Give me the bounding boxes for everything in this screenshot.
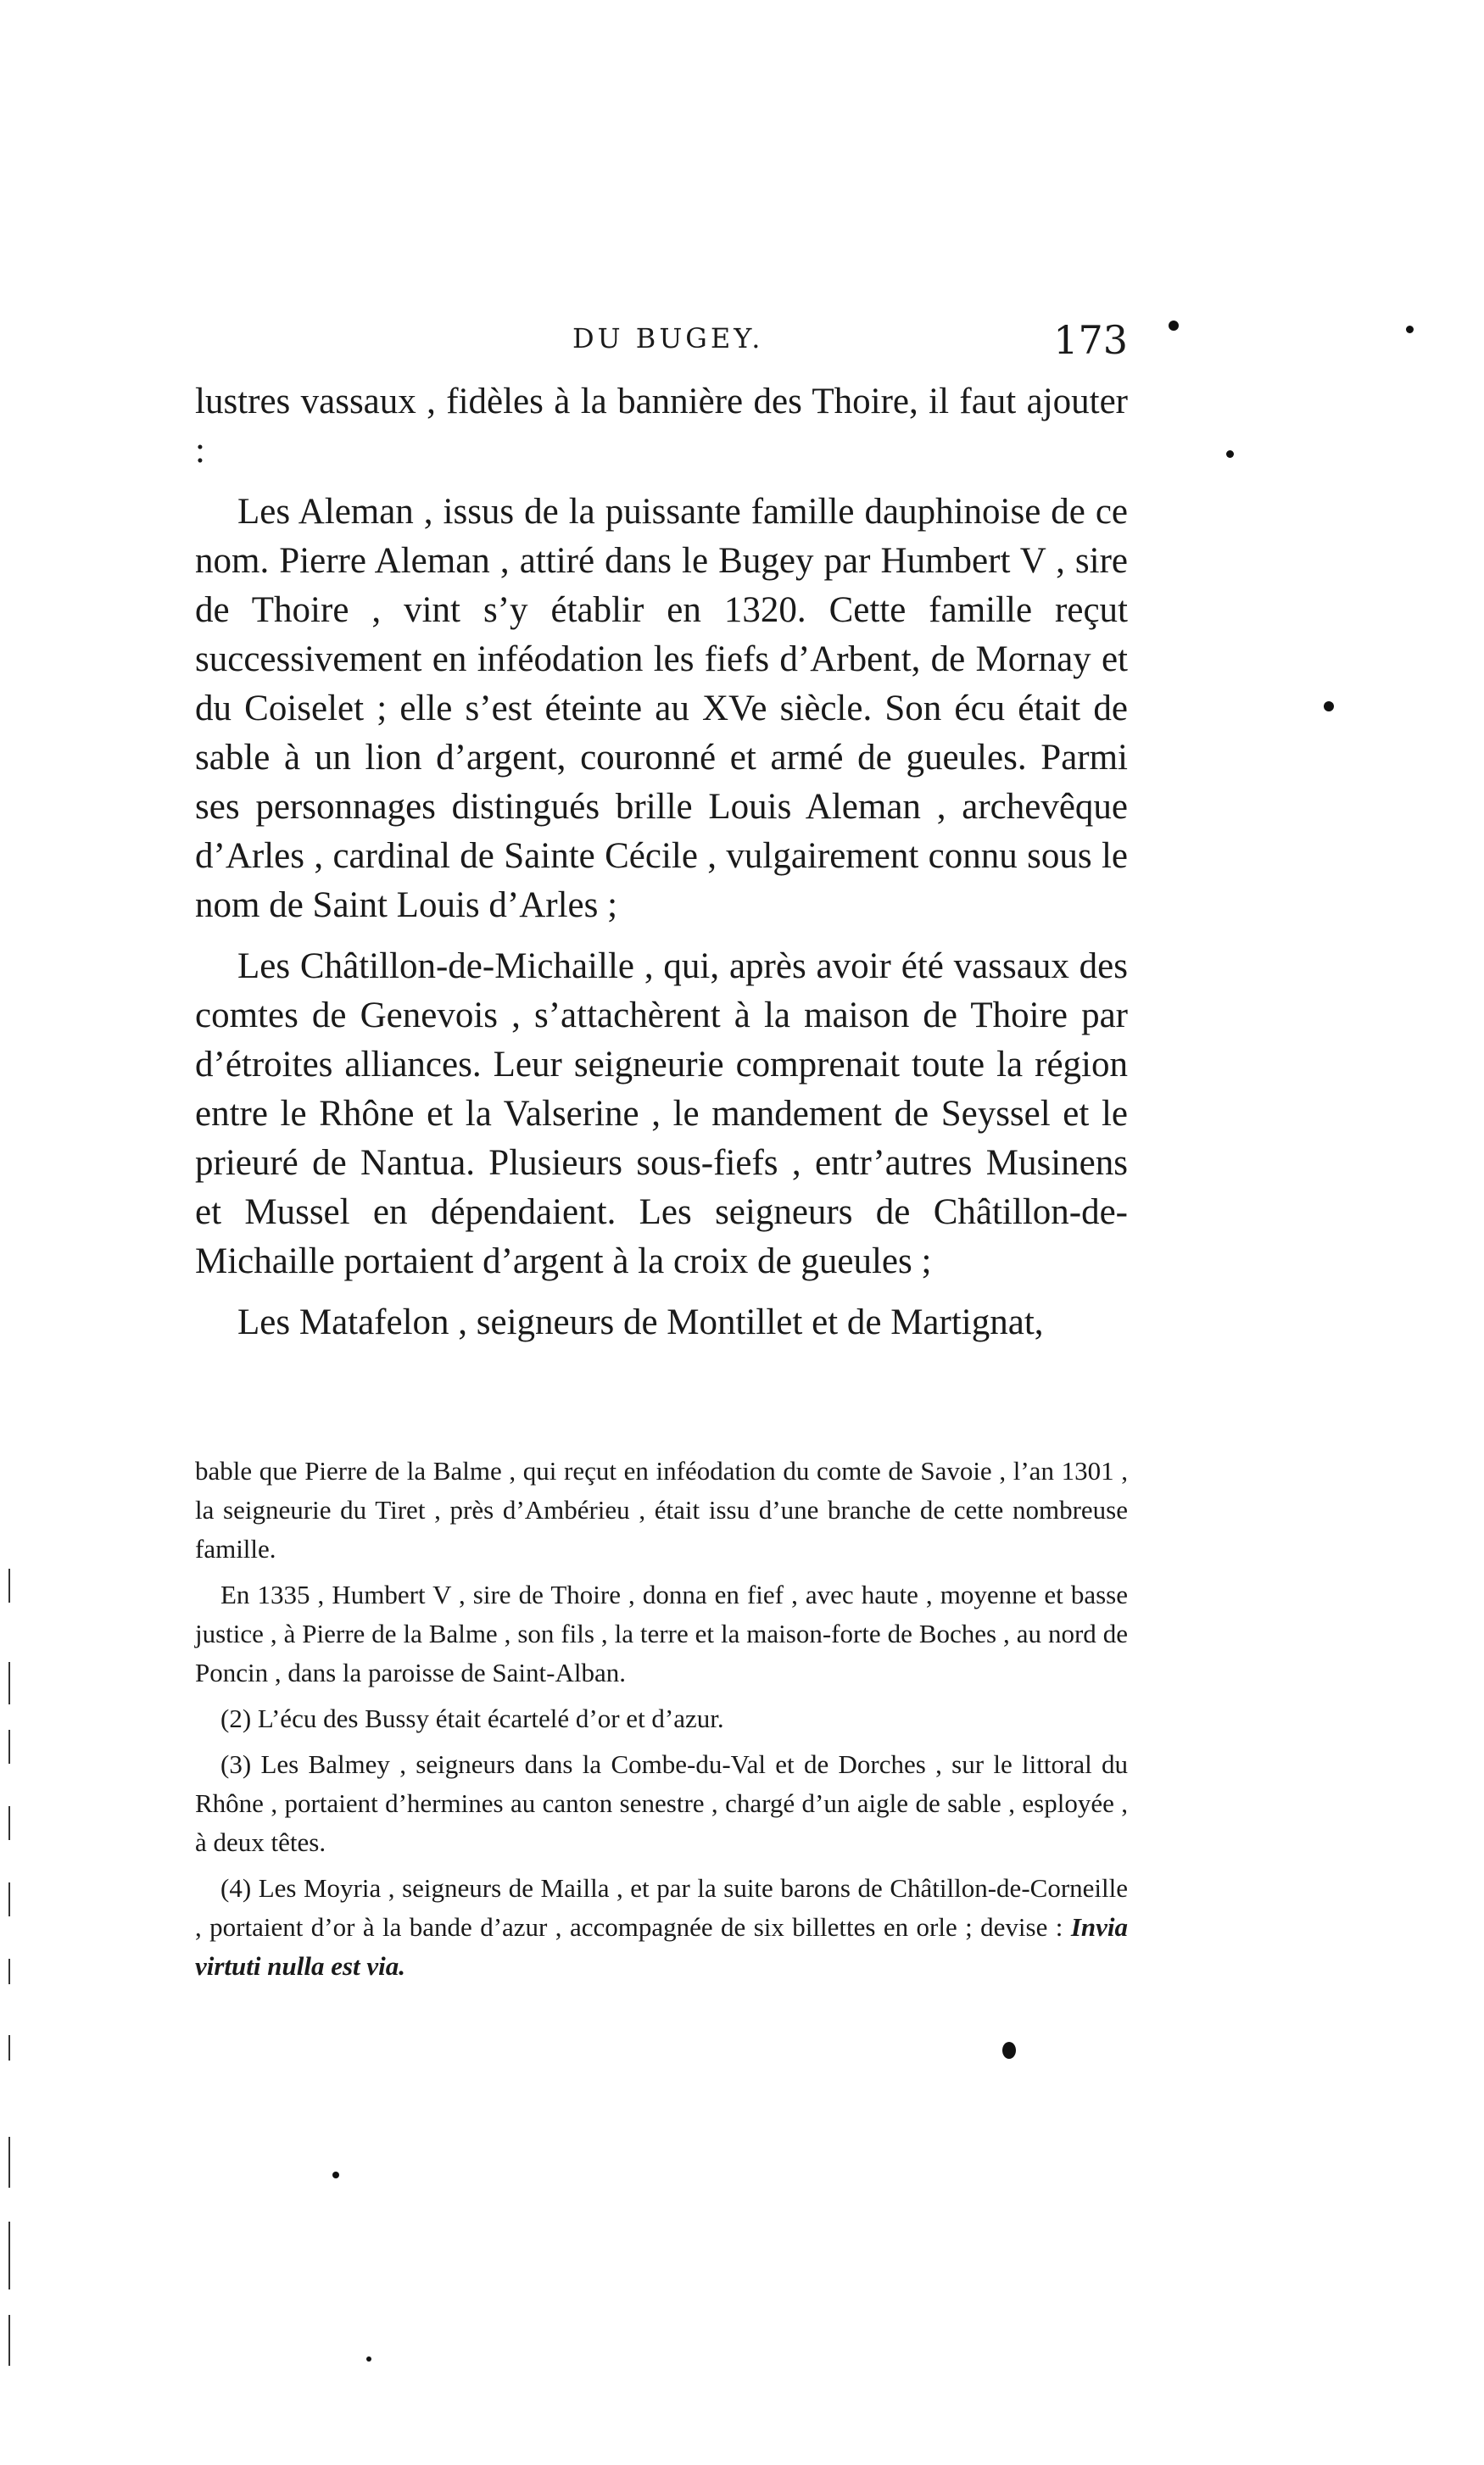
footnote-text: (4) Les Moyria , seigneurs de Mailla , et par la suite barons de Châtillon-de-Corneille , portaient d’or à la bande d’azur , accompagnée de six billettes en orle ; devise : (195, 1873, 1128, 1942)
page-number: 173 (1053, 317, 1128, 363)
scan-speck (1002, 2042, 1016, 2059)
running-title: DU BUGEY. (572, 322, 764, 354)
motto: Invia virtuti nulla est via. (195, 1912, 1128, 1981)
scan-edge-mark (8, 2035, 10, 2061)
main-text (195, 377, 1128, 1347)
paragraph: Les Aleman , issus de la puissante famille dauphinoise de ce nom. Pierre Aleman , attiré dans le Bugey par Humbert V , sire de Thoire , vint s’y établir en 1320. Cette famille reçut successivement en inféodation les fiefs d’Arbent, de Mornay et du Coiselet ; elle s’est éteinte au XVe siècle. Son écu était de sable à un lion d’argent, couronné et armé de gueules. Parmi ses personnages distingués brille Louis Aleman , archevêque d’Arles , cardinal de Sainte Cécile , vulgairement connu sous le nom de Saint Louis d’Arles ; (195, 492, 1128, 925)
scan-edge-mark (8, 2137, 10, 2188)
scan-edge-mark (8, 2315, 10, 2366)
scan-speck (366, 2356, 371, 2362)
scan-edge-mark (8, 1662, 10, 1704)
footnotes (195, 1452, 1128, 1993)
scan-speck (1406, 326, 1414, 333)
scan-edge-mark (8, 2222, 10, 2289)
footnote: (2) L’écu des Bussy était écartelé d’or et d’azur. (220, 1704, 724, 1733)
paragraph: lustres vassaux , fidèles à la bannière des Thoire, il faut ajouter : (195, 382, 1128, 471)
scan-speck (1169, 321, 1179, 331)
scan-edge-mark (8, 1806, 10, 1840)
scan-edge-mark (8, 1959, 10, 1984)
scan-edge-mark (8, 1882, 10, 1916)
scan-speck (332, 2172, 339, 2178)
footnote: En 1335 , Humbert V , sire de Thoire , donna en fief , avec haute , moyenne et basse justice , à Pierre de la Balme , son fils , la terre et la maison-forte de Boches , au nord de Poncin , dans la paroisse de Saint-Alban. (195, 1580, 1128, 1687)
scan-edge-mark (8, 1730, 10, 1764)
paragraph: Les Matafelon , seigneurs de Montillet et de Martignat, (237, 1302, 1044, 1342)
scan-speck (1324, 701, 1334, 711)
footnote: (3) Les Balmey , seigneurs dans la Combe-du-Val et de Dorches , sur le littoral du Rhône , portaient d’hermines au canton senestre , chargé d’un aigle de sable , esployée , à deux têtes. (195, 1749, 1128, 1857)
scan-edge-mark (8, 1569, 10, 1603)
paragraph: Les Châtillon-de-Michaille , qui, après avoir été vassaux des comtes de Genevois , s’attachèrent à la maison de Thoire par d’étroites alliances. Leur seigneurie comprenait toute la région entre le Rhône et la Valserine , le mandement de Seyssel et le prieuré de Nantua. Plusieurs sous-fiefs , entr’autres Musinens et Mussel en dépendaient. Les seigneurs de Châtillon-de-Michaille portaient d’argent à la croix de gueules ; (195, 946, 1128, 1281)
scan-speck (1226, 450, 1234, 458)
page-header (195, 317, 1128, 373)
footnote: bable que Pierre de la Balme , qui reçut en inféodation du comte de Savoie , l’an 1301 , la seigneurie du Tiret , près d’Ambérieu , était issu d’une branche de cette nombreuse famille. (195, 1456, 1128, 1564)
footnote (195, 1869, 1128, 1986)
